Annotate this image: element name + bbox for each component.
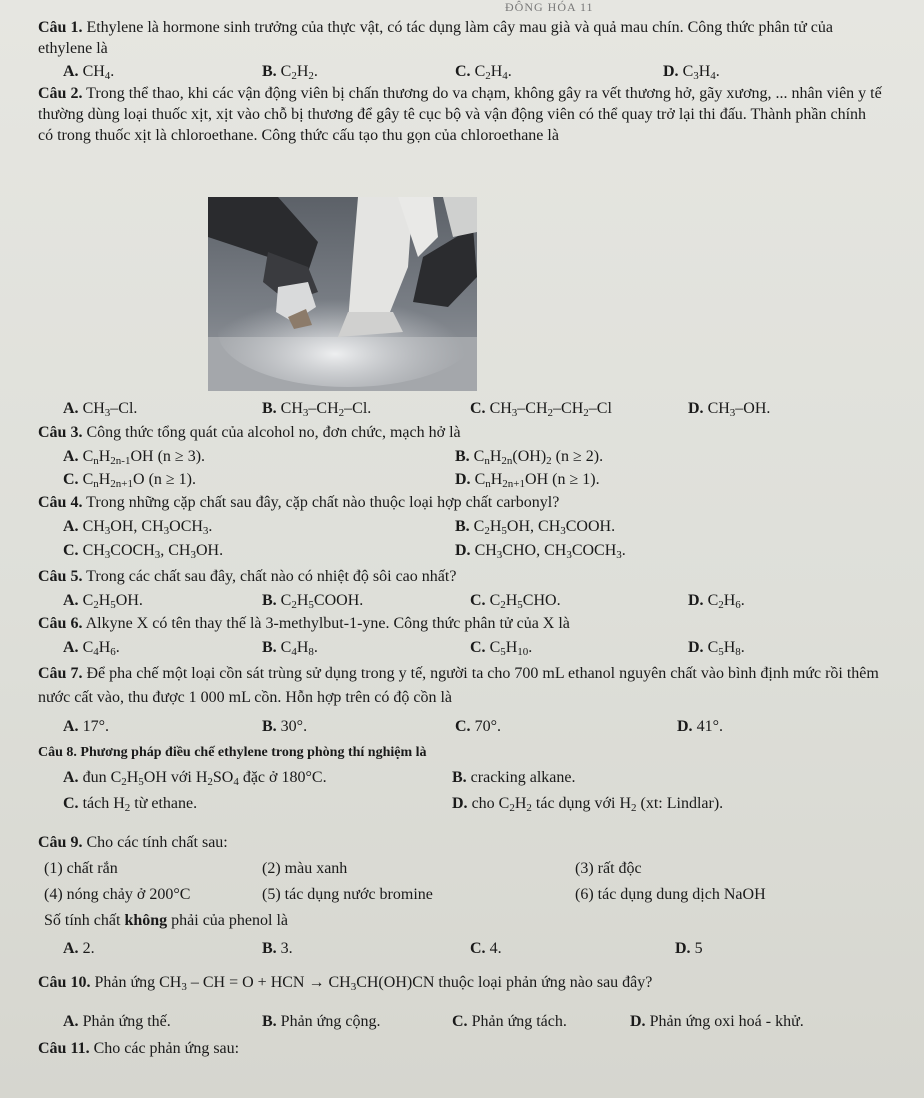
q9-property-5: (5) tác dụng nước bromine — [262, 886, 433, 903]
question-text: Trong thể thao, khi các vận động viên bị chấn thương do va chạm, không gây ra vết thương hở, gãy xương, ... nhân viên y tế thường dùng loại thuốc xịt, xịt vào chỗ bị thương để gây tê cục bộ và vận động viên có thể quay trở lại thi đấu. Thành phần chính có trong thuốc xịt là chloroethane. Công thức cấu tạo thu gọn của chloroethane là — [38, 85, 882, 144]
q5-option-b[interactable]: B. $C_2H_5COOH$. — [262, 592, 364, 611]
question-1 — [38, 17, 883, 59]
q2-option-d[interactable]: D. $CH_3-OH$. — [688, 400, 771, 419]
q3-option-a[interactable]: A. $C_nH_{2n-1}OH$ (n ≥ 3). — [63, 448, 206, 467]
q9-property-6: (6) tác dụng dung dịch NaOH — [575, 886, 766, 903]
q3-option-c[interactable]: C. $C_nH_{2n+1}O$ (n ≥ 1). — [63, 471, 197, 490]
q10-option-c[interactable]: C. Phản ứng tách. — [452, 1013, 567, 1030]
question-label: Câu 7. — [38, 665, 83, 682]
q3-option-b[interactable]: B. $C_nH_{2n}(OH)_2$ (n ≥ 2). — [455, 448, 604, 467]
q1-option-b[interactable]: B. $C_2H_2$. — [262, 63, 318, 82]
q10-option-d[interactable]: D. Phản ứng oxi hoá - khử. — [630, 1013, 804, 1030]
q6-option-c[interactable]: C. $C_5H_{10}$. — [470, 639, 533, 658]
q1-option-c[interactable]: C. $C_2H_4$. — [455, 63, 512, 82]
q9-option-c[interactable]: C. 4. — [470, 940, 502, 957]
question-8 — [38, 742, 427, 763]
question-label: Câu 1. — [38, 19, 83, 36]
question-text-pre: Phản ứng — [94, 974, 156, 991]
q4-option-c[interactable]: C. $CH_3COCH_3$, $CH_3OH$. — [63, 542, 224, 561]
q7-option-d[interactable]: D. 41°. — [677, 718, 723, 735]
question-text-post: thuộc loại phản ứng nào sau đây? — [438, 974, 653, 991]
q9-prompt — [44, 910, 288, 931]
question-text: Ethylene là hormone sinh trưởng của thực vật, có tác dụng làm cây mau già và quả mau chín. Công thức phân tử của ethylene là — [38, 19, 833, 57]
q9-option-b[interactable]: B. 3. — [262, 940, 293, 957]
q2-option-a[interactable]: A. $CH_3-Cl$. — [63, 400, 138, 419]
question-label: Câu 2. — [38, 85, 83, 102]
q8-option-b[interactable]: B. cracking alkane. — [452, 769, 576, 786]
q3-option-d[interactable]: D. $C_nH_{2n+1}OH$ (n ≥ 1). — [455, 471, 600, 490]
question-text: Trong các chất sau đây, chất nào có nhiệt độ sôi cao nhất? — [86, 568, 457, 585]
q7-option-a[interactable]: A. 17°. — [63, 718, 109, 735]
question-text: Trong những cặp chất sau đây, cặp chất nào thuộc loại hợp chất carbonyl? — [86, 494, 560, 511]
q9-option-d[interactable]: D. 5 — [675, 940, 703, 957]
question-text: Phương pháp điều chế ethylene trong phòng thí nghiệm là — [80, 745, 427, 760]
question-label: Câu 6. — [38, 615, 83, 632]
question-text: Công thức tổng quát của alcohol no, đơn chức, mạch hở là — [86, 424, 461, 441]
q7-option-b[interactable]: B. 30°. — [262, 718, 308, 735]
question-text: Alkyne X có tên thay thế là 3-methylbut-1-yne. Công thức phân tử của X là — [85, 615, 570, 632]
q1-option-d[interactable]: D. $C_3H_4$. — [663, 63, 720, 82]
question-11 — [38, 1038, 239, 1059]
q9-option-a[interactable]: A. 2. — [63, 940, 95, 957]
header-fragment: ĐÔNG HÓA 11 — [505, 0, 594, 14]
q8-option-c[interactable]: C. tách $H_2$ từ ethane. — [63, 795, 198, 814]
q9-property-3: (3) rất độc — [575, 860, 642, 877]
question-label: Câu 8. — [38, 745, 77, 760]
question-label: Câu 9. — [38, 834, 83, 851]
q5-option-d[interactable]: D. $C_2H_6$. — [688, 592, 745, 611]
q9-prompt-post: phải của phenol là — [171, 912, 288, 929]
question-9 — [38, 832, 228, 853]
q8-option-a[interactable]: A. đun $C_2H_5OH$ với $H_2SO_4$ đặc ở 180°C. — [63, 769, 327, 788]
question-5 — [38, 566, 456, 587]
injury-spray-photo — [208, 197, 477, 391]
question-10 — [38, 972, 652, 993]
question-6 — [38, 613, 570, 634]
question-text: Cho các tính chất sau: — [86, 834, 228, 851]
question-label: Câu 3. — [38, 424, 83, 441]
q10-option-a[interactable]: A. Phản ứng thế. — [63, 1013, 171, 1030]
question-7 — [38, 662, 898, 710]
q9-property-4: (4) nóng chảy ở 200°C — [44, 886, 191, 903]
question-label: Câu 11. — [38, 1040, 90, 1057]
q8-option-d[interactable]: D. cho $C_2H_2$ tác dụng với $H_2$ (xt: Lindlar). — [452, 795, 724, 814]
q9-property-1: (1) chất rắn — [44, 860, 118, 877]
q6-option-b[interactable]: B. $C_4H_8$. — [262, 639, 318, 658]
q4-option-a[interactable]: A. $CH_3OH$, $CH_3OCH_3$. — [63, 518, 213, 537]
q10-option-b[interactable]: B. Phản ứng cộng. — [262, 1013, 381, 1030]
q4-option-b[interactable]: B. $C_2H_5OH$, $CH_3COOH$. — [455, 518, 616, 537]
q5-option-a[interactable]: A. $C_2H_5OH$. — [63, 592, 143, 611]
question-2 — [38, 83, 885, 146]
photo-illustration — [208, 197, 477, 391]
question-text: Cho các phản ứng sau: — [93, 1040, 240, 1057]
q9-prompt-pre: Số tính chất — [44, 912, 121, 929]
q4-option-d[interactable]: D. $CH_3CHO$, $CH_3COCH_3$. — [455, 542, 626, 561]
reaction-equation: $CH_3$ – CH = O + HCN → $CH_3CH(OH)CN$ — [159, 974, 435, 993]
question-4 — [38, 492, 559, 513]
q1-option-a[interactable]: A. $CH_4$. — [63, 63, 115, 82]
question-text: Để pha chế một loại cồn sát trùng sử dụng trong y tế, người ta cho 700 mL ethanol nguyên chất vào bình định mức rồi thêm nước cất vào, thu được 1 000 mL cồn. Hỗn hợp trên có độ cồn là — [38, 665, 879, 706]
question-label: Câu 10. — [38, 974, 91, 991]
question-label: Câu 5. — [38, 568, 83, 585]
q2-option-b[interactable]: B. $CH_3-CH_2-Cl$. — [262, 400, 372, 419]
q6-option-d[interactable]: D. $C_5H_8$. — [688, 639, 745, 658]
q7-option-c[interactable]: C. 70°. — [455, 718, 501, 735]
q6-option-a[interactable]: A. $C_4H_6$. — [63, 639, 120, 658]
q2-option-c[interactable]: C. $CH_3-CH_2-CH_2-Cl$ — [470, 400, 612, 419]
q9-prompt-bold: không — [124, 912, 168, 929]
question-label: Câu 4. — [38, 494, 83, 511]
q5-option-c[interactable]: C. $C_2H_5CHO$. — [470, 592, 561, 611]
q9-property-2: (2) màu xanh — [262, 860, 348, 877]
question-3 — [38, 422, 461, 443]
